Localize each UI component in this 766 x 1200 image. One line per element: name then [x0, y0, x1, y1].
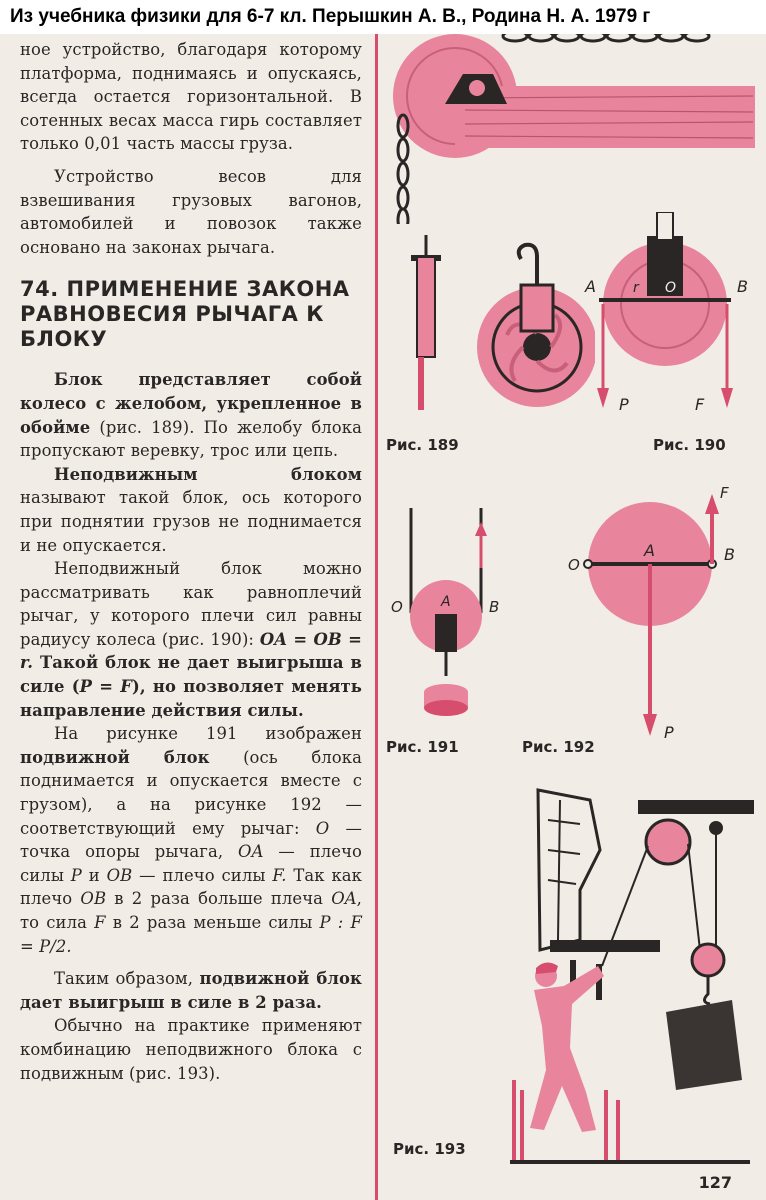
- paragraph-movable-block: [20, 722, 362, 958]
- movable-block-term: подвижной блок: [20, 747, 210, 767]
- label-f: F: [695, 395, 705, 412]
- label-b: B: [737, 277, 748, 296]
- fixed-block-term: Неподвижным блоком: [54, 464, 362, 484]
- lever-bold-1: Такой блок не дает выигрыша в силе (: [20, 653, 362, 697]
- worker: [530, 965, 604, 1132]
- label-a: A: [585, 277, 596, 296]
- paragraph-combination: Обычно на практике применяют комбинацию неподвижного блока с подвижным (рис. 193).: [20, 1016, 362, 1083]
- hook-rod: [417, 257, 435, 357]
- figure-192: [560, 480, 766, 750]
- movable-text-d: — плечо силы: [20, 842, 362, 885]
- label-a: A: [644, 541, 655, 560]
- building-frame: [538, 790, 600, 950]
- lever-bold-2: ), но позволяет менять направление действия силы.: [20, 677, 363, 720]
- lever-formula-2: P = F: [79, 677, 133, 697]
- movable-sym-p: P: [70, 865, 82, 885]
- movable-text-h: в 2 раза больше плеча: [106, 889, 332, 909]
- movable-text-f: — плечо силы: [132, 865, 273, 885]
- label-o: O: [568, 556, 580, 574]
- ceiling-beam: [638, 800, 754, 814]
- figure-190: [575, 212, 765, 412]
- label-f: F: [720, 484, 729, 502]
- movable-sym-o: O: [315, 818, 330, 838]
- movable-text-i: , то сила: [20, 889, 362, 932]
- hook: [519, 245, 537, 285]
- conclusion-bold: подвижной блок дает выигрыш в силе в 2 раза.: [20, 969, 362, 1012]
- source-header: Из учебника физики для 6-7 кл. Перышкин А. В., Родина Н. А. 1979 г: [0, 0, 766, 34]
- figure-191: [385, 508, 515, 718]
- paragraph-conclusion: [20, 967, 362, 1014]
- movable-text-j: в 2 раза меньше силы: [105, 913, 320, 932]
- label-o: O: [665, 280, 677, 296]
- load-crate: [666, 1000, 742, 1090]
- label-p: P: [619, 395, 629, 412]
- figure-190-caption: Рис. 190: [653, 436, 726, 454]
- figure-189-caption: Рис. 189: [386, 436, 459, 454]
- paragraph-block-definition: [20, 368, 362, 462]
- hook: [704, 976, 710, 1004]
- label-r: r: [633, 280, 639, 296]
- movable-sym-oa: OA: [238, 842, 264, 862]
- block-definition-rest: (рис. 189). По желобу блока пропускают веревку, трос или цепь.: [20, 417, 362, 461]
- label-o: O: [391, 598, 403, 616]
- movable-text-g: Так как плечо: [20, 865, 363, 909]
- movable-sym-f: F.: [272, 865, 287, 885]
- figure-193: [510, 780, 766, 1165]
- movable-sym-ob: OB: [106, 865, 133, 885]
- fixed-block-rest: называют такой блок, ось которого при поднятии грузов не поднимается и не опускается.: [20, 488, 362, 555]
- paragraph-continuation: ное устройство, благодаря которому платформа, поднимаясь и опускаясь, всегда остается горизонтальной. В сотенных весах масса гирь составляет только 0,01 часть массы груза.: [20, 40, 362, 154]
- label-b: B: [489, 598, 500, 616]
- conclusion-text: Таким образом,: [54, 969, 200, 989]
- label-p: P: [664, 723, 674, 742]
- fixed-pulley: [646, 820, 690, 864]
- movable-formula: P : F = P/2.: [20, 913, 363, 956]
- figure-189: [395, 235, 595, 435]
- movable-sym-ob2: OB: [80, 889, 107, 909]
- label-b: B: [724, 545, 735, 564]
- column-divider: [375, 34, 378, 1200]
- paragraph-scales: Устройство весов для взвешивания грузовых вагонов, автомобилей и повозок также основано на законах рычага.: [20, 166, 362, 257]
- movable-text-b: (ось блока поднимается и опускается вместе с грузом), а на рисунке 192 — соответствующий ему рычаг:: [20, 747, 362, 838]
- section-heading: 74. ПРИМЕНЕНИЕ ЗАКОНА РАВНОВЕСИЯ РЫЧАГА К БЛОКУ: [20, 277, 350, 352]
- movable-text-a: На рисунке 191 изображен: [54, 724, 362, 744]
- figure-191-caption: Рис. 191: [386, 738, 459, 756]
- block-definition-bold: Блок представляет собой колесо с желобом, укрепленное в обойме: [20, 370, 362, 437]
- movable-pulley: [692, 944, 724, 976]
- page-number: 127: [698, 1173, 732, 1192]
- figure-193-caption: Рис. 193: [393, 1140, 466, 1158]
- top-pulley-illustration: [385, 34, 766, 224]
- movable-text-c: — точка опоры рычага,: [20, 818, 362, 862]
- movable-text-e: и: [81, 865, 107, 885]
- text-column: [20, 38, 362, 1085]
- movable-sym-oa2: OA: [331, 889, 357, 909]
- paragraph-fixed-block: [20, 463, 362, 557]
- rope: [688, 844, 700, 950]
- upward-arrow: [475, 522, 487, 536]
- lever-text: Неподвижный блок можно рассматривать как равноплечий рычаг, у которого плечи сил равны радиусу колеса (рис. 190):: [20, 559, 362, 649]
- label-a: A: [441, 594, 451, 610]
- movable-sym-f2: F: [94, 913, 106, 932]
- paragraph-lever: [20, 557, 362, 722]
- lever-formula: OA = OB = r.: [20, 629, 362, 673]
- frame: [521, 285, 553, 331]
- figure-192-caption: Рис. 192: [522, 738, 595, 756]
